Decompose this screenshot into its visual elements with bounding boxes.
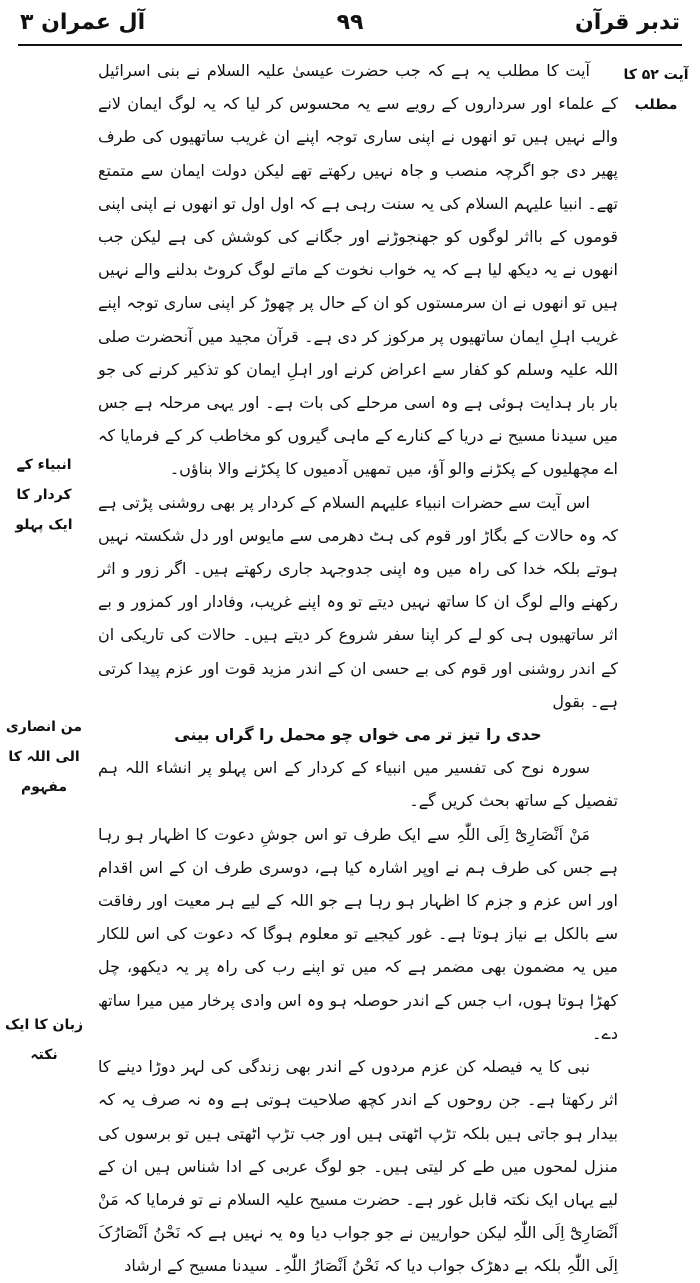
surah-title: آل عمران ۳ [20, 10, 146, 35]
margin-note-ansari-meaning: من انصاری الی اللہ کا مفہوم [5, 719, 83, 795]
page-header [20, 6, 680, 44]
main-text [98, 54, 618, 1283]
header-rule [18, 44, 682, 46]
book-title: تدبر قرآن [575, 10, 680, 35]
paragraph-3: سورہ نوح کی تفسیر میں انبیاء کے کردار کے اس پہلو پر انشاء اللہ ہم تفصیل کے ساتھ بحث کریں گے۔ [98, 758, 618, 811]
page-number: ۹۹ [336, 10, 364, 35]
margin-note-prophets-character: انبیاء کے کردار کا ایک پہلو [15, 457, 73, 533]
margin-note-language-point: زبان کا ایک نکتہ [4, 1017, 84, 1063]
paragraph-1: آیت کا مطلب یہ ہے کہ جب حضرت عیسیٰ علیہ السلام نے بنی اسرائیل کے علماء اور سرداروں کے رویے سے یہ محسوس کر لیا کہ یہ لوگ ایمان لانے والے نہیں ہیں تو انھوں نے اپنی ساری توجہ اپنے ان غریب ساتھیوں کی طرف پھیر دی جو اگرچہ منصب و جاہ نہیں رکھتے تھے لیکن دولت ایمان سے متمتع تھے۔ انبیا علیہم السلام کی یہ سنت رہی ہے کہ اول اول تو انھوں نے اپنی اپنی قوموں کے بااثر لوگوں کو جھنجوڑنے اور جگانے کی کوشش کی ہے لیکن جب انھوں نے یہ دیکھ لیا ہے کہ یہ خواب نخوت کے ماتے لوگ کروٹ بدلنے والے نہیں ہیں تو انھوں نے ان سرمستوں کو ان کے حال پر چھوڑ کر اپنی ساری توجہ اپنے غریب اہلِ ایمان ساتھیوں پر مرکوز کر دی ہے۔ قرآن مجید میں آنحضرت صلی اللہ علیہ وسلم کو کفار سے اعراض کرنے اور اہلِ ایمان کو تذکیر کرنے کی جو بار بار ہدایت ہوئی ہے وہ اسی مرحلے کی بات ہے۔ اور یہی مرحلہ ہے جس میں سیدنا مسیح نے دریا کے کنارے کے ماہی گیروں کو مخاطب کر کے فرمایا کہ اے مچھلیوں کے پکڑنے والو آؤ، میں تمھیں آدمیوں کا پکڑنے والا بناؤں۔ [98, 61, 618, 479]
paragraph-4: مَنْ اَنْصَارِیْٓ اِلَی اللّٰہِ سے ایک طرف تو اس جوشِ دعوت کا اظہار ہو رہا ہے جس کی طرف ہم نے اوپر اشارہ کیا ہے، دوسری طرف ان کے اس اقدام اور اس عزم و جزم کا اظہار ہو رہا ہے جو اللہ کے لیے ہر معیت اور رفاقت سے بالکل بے نیاز ہوتا ہے۔ غور کیجیے تو معلوم ہوگا کہ دعوت کی اس للکار میں یہ مضمون بھی مضمر ہے کہ میں تو اپنے رب کی راہ پر یہ دیکھو، چل کھڑا ہوتا ہوں، اب جس کے اندر حوصلہ ہو وہ اس وادی پرخار میں میرا ساتھ دے۔ [98, 824, 618, 1043]
verse-line: حدی را تیز تر می خواں چو محمل را گراں بینی [174, 725, 542, 745]
margin-note-verse-meaning: آیت ۵۲ کا مطلب [623, 67, 689, 113]
paragraph-5: نبی کا یہ فیصلہ کن عزم مردوں کے اندر بھی زندگی کی لہر دوڑا دینے کا اثر رکھتا ہے۔ جن روحوں کے اندر کچھ صلاحیت ہوتی ہے وہ نہ صرف یہ کہ بیدار ہو جاتی ہیں بلکہ تڑپ اٹھتی ہیں اور جب تڑپ اٹھتی ہیں تو برسوں کی منزل لمحوں میں طے کر لیتی ہیں۔ جو لوگ عربی کے ادا شناس ہیں ان کے لیے یہاں ایک نکتہ قابل غور ہے۔ حضرت مسیح علیہ السلام نے تو فرمایا کہ مَنْ اَنْصَارِیْٓ اِلَی اللّٰہِ لیکن حواریین نے جو جواب دیا وہ یہ نہیں ہے کہ نَحْنُ اَنْصَارُکَ اِلَی اللّٰہِ بلکہ بے دھڑک جواب دیا کہ نَحْنُ اَنْصَارُ اللّٰہِ۔ سیدنا مسیح کے ارشاد [98, 1057, 618, 1276]
paragraph-2: اس آیت سے حضرات انبیاء علیہم السلام کے کردار پر بھی روشنی پڑتی ہے کہ وہ حالات کے بگاڑ اور قوم کی ہٹ دھرمی سے مایوس اور دل شکستہ نہیں ہوتے بلکہ خدا کی راہ میں وہ اپنی جدوجہد جاری رکھتے ہیں۔ اگر زور و اثر رکھنے والے لوگ ان کا ساتھ نہیں دیتے تو وہ اپنے غریب، وفادار اور کمزور و بے اثر ساتھیوں ہی کو لے کر اپنا سفر شروع کر دیتے ہیں۔ حالات کی تاریکی ان کے اندر روشنی اور قوم کی بے حسی ان کے اندر مزید قوت اور عزم پیدا کرتی ہے۔ بقول [98, 492, 618, 711]
